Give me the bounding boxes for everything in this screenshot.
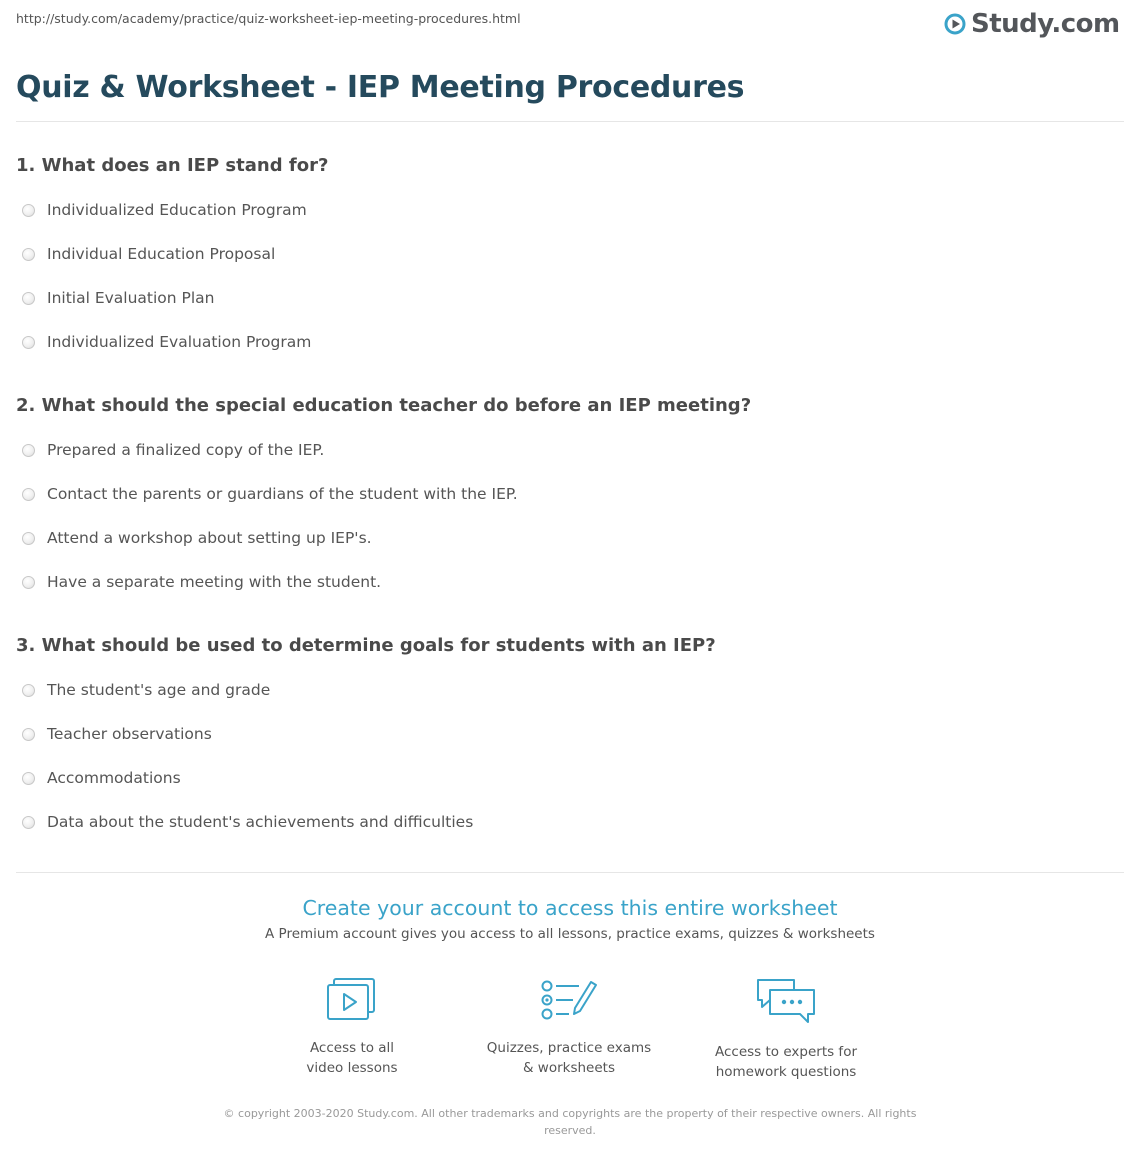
feature-label bbox=[252, 1038, 452, 1078]
quiz-checklist-icon bbox=[539, 976, 599, 1024]
answer-option[interactable] bbox=[22, 571, 381, 593]
study-logo[interactable] bbox=[944, 6, 1120, 42]
answer-label: Individualized Evaluation Program bbox=[47, 333, 312, 351]
answer-label: Contact the parents or guardians of the student with the IEP. bbox=[47, 485, 518, 503]
chat-bubbles-icon bbox=[754, 976, 818, 1028]
radio-button[interactable] bbox=[22, 248, 35, 261]
radio-button[interactable] bbox=[22, 444, 35, 457]
radio-button[interactable] bbox=[22, 684, 35, 697]
radio-button[interactable] bbox=[22, 576, 35, 589]
answer-option[interactable] bbox=[22, 287, 215, 309]
answer-option[interactable] bbox=[22, 723, 212, 745]
answer-label: Have a separate meeting with the student. bbox=[47, 573, 382, 591]
feature-quizzes bbox=[469, 976, 669, 1078]
title-divider bbox=[16, 121, 1124, 122]
radio-button[interactable] bbox=[22, 204, 35, 217]
logo-text: Study.com bbox=[971, 9, 1120, 39]
feature-video-lessons bbox=[252, 976, 452, 1078]
play-circle-icon bbox=[944, 13, 966, 35]
radio-button[interactable] bbox=[22, 336, 35, 349]
radio-button[interactable] bbox=[22, 532, 35, 545]
answer-label: Attend a workshop about setting up IEP's. bbox=[47, 529, 372, 547]
answer-option[interactable] bbox=[22, 331, 311, 353]
answer-option[interactable] bbox=[22, 243, 275, 265]
answer-option[interactable] bbox=[22, 199, 307, 221]
answer-option[interactable] bbox=[22, 483, 518, 505]
feature-label-line: video lessons bbox=[306, 1060, 398, 1076]
answer-option[interactable] bbox=[22, 811, 473, 833]
feature-experts bbox=[686, 976, 886, 1082]
page-title: Quiz & Worksheet - IEP Meeting Procedures bbox=[16, 70, 745, 105]
answer-label: Data about the student's achievements and difficulties bbox=[47, 813, 474, 831]
answer-option[interactable] bbox=[22, 439, 324, 461]
radio-button[interactable] bbox=[22, 772, 35, 785]
answer-option[interactable] bbox=[22, 767, 181, 789]
video-lessons-icon bbox=[324, 976, 380, 1024]
feature-label-line: Access to experts for bbox=[714, 1044, 857, 1060]
radio-button[interactable] bbox=[22, 488, 35, 501]
answer-label: Individualized Education Program bbox=[47, 201, 307, 219]
question-1: 1. What does an IEP stand for? bbox=[16, 155, 329, 176]
answer-label: Individual Education Proposal bbox=[47, 245, 276, 263]
answer-option[interactable] bbox=[22, 679, 270, 701]
answer-label: Accommodations bbox=[47, 769, 181, 787]
answer-label: Initial Evaluation Plan bbox=[47, 289, 215, 307]
feature-label-line: Access to all bbox=[309, 1040, 395, 1056]
feature-label-line: homework questions bbox=[715, 1064, 857, 1080]
answer-label: Prepared a finalized copy of the IEP. bbox=[47, 441, 325, 459]
cta-subtitle: A Premium account gives you access to all lessons, practice exams, quizzes & worksheets bbox=[265, 926, 875, 942]
feature-label-line: & worksheets bbox=[522, 1060, 615, 1076]
radio-button[interactable] bbox=[22, 816, 35, 829]
question-2: 2. What should the special education teacher do before an IEP meeting? bbox=[16, 395, 752, 416]
create-account-link[interactable]: Create your account to access this entire worksheet bbox=[302, 896, 838, 920]
radio-button[interactable] bbox=[22, 292, 35, 305]
feature-label bbox=[469, 1038, 669, 1078]
question-3: 3. What should be used to determine goals for students with an IEP? bbox=[16, 635, 716, 656]
answer-label: The student's age and grade bbox=[47, 681, 271, 699]
feature-label bbox=[686, 1042, 886, 1082]
copyright-notice: © copyright 2003-2020 Study.com. All other trademarks and copyrights are the property of their respective owners. All rights reserved. bbox=[223, 1107, 917, 1137]
radio-button[interactable] bbox=[22, 728, 35, 741]
section-divider bbox=[16, 872, 1124, 873]
page-url: http://study.com/academy/practice/quiz-worksheet-iep-meeting-procedures.html bbox=[16, 11, 521, 26]
feature-label-line: Quizzes, practice exams bbox=[486, 1040, 652, 1056]
answer-option[interactable] bbox=[22, 527, 372, 549]
answer-label: Teacher observations bbox=[47, 725, 212, 743]
